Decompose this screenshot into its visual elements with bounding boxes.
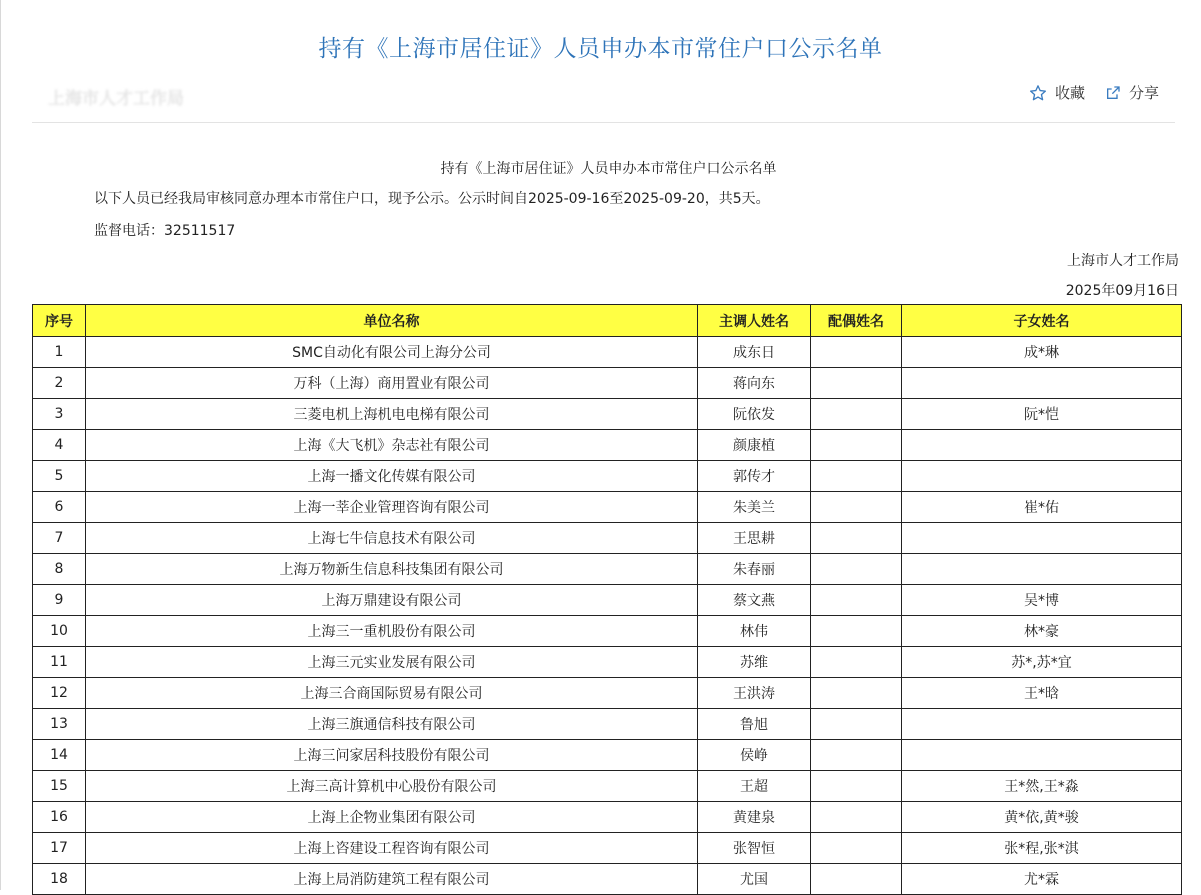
header-company: 单位名称 (86, 305, 698, 337)
cell-children: 王*晗 (902, 678, 1182, 709)
star-outline-icon (1029, 84, 1047, 102)
cell-applicant: 朱春丽 (698, 554, 811, 585)
cell-spouse (811, 709, 902, 740)
cell-children: 黄*依,黄*骏 (902, 802, 1182, 833)
cell-company: 上海三一重机股份有限公司 (86, 616, 698, 647)
cell-spouse (811, 647, 902, 678)
cell-index: 7 (33, 523, 86, 554)
cell-spouse (811, 368, 902, 399)
cell-applicant: 王思耕 (698, 523, 811, 554)
cell-applicant: 颜康植 (698, 430, 811, 461)
issuer-name: 上海市人才工作局 (1067, 253, 1179, 269)
cell-company: 万科（上海）商用置业有限公司 (86, 368, 698, 399)
share-button[interactable] (1105, 82, 1159, 103)
cell-spouse (811, 399, 902, 430)
cell-spouse (811, 616, 902, 647)
table-row (33, 337, 1182, 368)
cell-spouse (811, 833, 902, 864)
cell-spouse (811, 802, 902, 833)
cell-children: 王*然,王*淼 (902, 771, 1182, 802)
table-row (33, 492, 1182, 523)
table-row (33, 647, 1182, 678)
cell-company: 上海一播文化传媒有限公司 (86, 461, 698, 492)
cell-spouse (811, 554, 902, 585)
table-row (33, 399, 1182, 430)
cell-children: 张*程,张*淇 (902, 833, 1182, 864)
cell-applicant: 林伟 (698, 616, 811, 647)
cell-index: 1 (33, 337, 86, 368)
notice-text: 以下人员已经我局审核同意办理本市常住户口，现予公示。公示时间自2025-09-16至2025-09-20，共5天。 (94, 191, 770, 207)
cell-index: 4 (33, 430, 86, 461)
cell-company: 上海万物新生信息科技集团有限公司 (86, 554, 698, 585)
cell-children: 崔*佑 (902, 492, 1182, 523)
cell-spouse (811, 678, 902, 709)
cell-children (902, 461, 1182, 492)
header-children: 子女姓名 (902, 305, 1182, 337)
cell-spouse (811, 492, 902, 523)
cell-applicant: 朱美兰 (698, 492, 811, 523)
cell-applicant: 蒋向东 (698, 368, 811, 399)
cell-spouse (811, 461, 902, 492)
cell-spouse (811, 430, 902, 461)
share-label: 分享 (1128, 84, 1159, 102)
cell-index: 13 (33, 709, 86, 740)
cell-index: 8 (33, 554, 86, 585)
cell-applicant: 王超 (698, 771, 811, 802)
cell-children (902, 554, 1182, 585)
cell-company: 上海一莘企业管理咨询有限公司 (86, 492, 698, 523)
cell-index: 14 (33, 740, 86, 771)
hotline-text: 监督电话：32511517 (94, 223, 236, 239)
table-row (33, 678, 1182, 709)
issue-date: 2025年09月16日 (1065, 283, 1179, 299)
cell-children (902, 740, 1182, 771)
cell-children (902, 430, 1182, 461)
table-row (33, 554, 1182, 585)
table-row (33, 802, 1182, 833)
roster-body (33, 337, 1182, 895)
cell-company: SMC自动化有限公司上海分公司 (86, 337, 698, 368)
cell-applicant: 张智恒 (698, 833, 811, 864)
cell-index: 12 (33, 678, 86, 709)
cell-company: 上海上企物业集团有限公司 (86, 802, 698, 833)
favorite-label: 收藏 (1054, 84, 1085, 102)
table-row (33, 368, 1182, 399)
table-row (33, 461, 1182, 492)
table-row (33, 771, 1182, 802)
cell-spouse (811, 337, 902, 368)
cell-index: 6 (33, 492, 86, 523)
cell-index: 17 (33, 833, 86, 864)
cell-company: 上海三旗通信科技有限公司 (86, 709, 698, 740)
table-row (33, 616, 1182, 647)
table-header-row (33, 305, 1182, 337)
cell-company: 上海三元实业发展有限公司 (86, 647, 698, 678)
external-link-icon (1105, 85, 1121, 101)
cell-index: 3 (33, 399, 86, 430)
cell-spouse (811, 523, 902, 554)
cell-applicant: 苏维 (698, 647, 811, 678)
table-row (33, 523, 1182, 554)
cell-index: 5 (33, 461, 86, 492)
cell-company: 三菱电机上海机电电梯有限公司 (86, 399, 698, 430)
cell-applicant: 蔡文燕 (698, 585, 811, 616)
cell-children (902, 523, 1182, 554)
cell-index: 2 (33, 368, 86, 399)
cell-children (902, 709, 1182, 740)
table-row (33, 709, 1182, 740)
faded-subtitle: 上海市人才工作局 (48, 89, 184, 109)
header-applicant: 主调人姓名 (698, 305, 811, 337)
cell-company: 上海上局消防建筑工程有限公司 (86, 864, 698, 895)
cell-company: 上海三问家居科技股份有限公司 (86, 740, 698, 771)
table-row (33, 740, 1182, 771)
cell-children: 苏*,苏*宜 (902, 647, 1182, 678)
cell-company: 上海三高计算机中心股份有限公司 (86, 771, 698, 802)
cell-children: 林*豪 (902, 616, 1182, 647)
header-divider (32, 122, 1175, 123)
cell-children: 成*琳 (902, 337, 1182, 368)
document-title: 持有《上海市居住证》人员申办本市常住户口公示名单 (440, 161, 777, 177)
article-actions (1029, 82, 1159, 103)
cell-applicant: 郭传才 (698, 461, 811, 492)
cell-children (902, 368, 1182, 399)
cell-index: 9 (33, 585, 86, 616)
cell-company: 上海三合商国际贸易有限公司 (86, 678, 698, 709)
cell-spouse (811, 740, 902, 771)
cell-company: 上海《大飞机》杂志社有限公司 (86, 430, 698, 461)
cell-company: 上海万鼎建设有限公司 (86, 585, 698, 616)
cell-index: 10 (33, 616, 86, 647)
cell-children: 尤*霖 (902, 864, 1182, 895)
cell-spouse (811, 771, 902, 802)
cell-index: 16 (33, 802, 86, 833)
cell-index: 15 (33, 771, 86, 802)
header-index: 序号 (33, 305, 86, 337)
table-row (33, 430, 1182, 461)
table-row (33, 833, 1182, 864)
cell-spouse (811, 585, 902, 616)
cell-applicant: 黄建泉 (698, 802, 811, 833)
cell-company: 上海七牛信息技术有限公司 (86, 523, 698, 554)
favorite-button[interactable] (1029, 82, 1085, 103)
cell-applicant: 阮依发 (698, 399, 811, 430)
cell-applicant: 成东日 (698, 337, 811, 368)
cell-applicant: 尤国 (698, 864, 811, 895)
roster-table (32, 304, 1182, 895)
cell-children: 吴*博 (902, 585, 1182, 616)
header-spouse: 配偶姓名 (811, 305, 902, 337)
cell-applicant: 王洪涛 (698, 678, 811, 709)
cell-applicant: 侯峥 (698, 740, 811, 771)
page-title: 持有《上海市居住证》人员申办本市常住户口公示名单 (318, 36, 883, 62)
page-left-border (0, 0, 1, 890)
cell-company: 上海上咨建设工程咨询有限公司 (86, 833, 698, 864)
cell-applicant: 鲁旭 (698, 709, 811, 740)
table-row (33, 585, 1182, 616)
cell-index: 11 (33, 647, 86, 678)
cell-children: 阮*恺 (902, 399, 1182, 430)
cell-index: 18 (33, 864, 86, 895)
